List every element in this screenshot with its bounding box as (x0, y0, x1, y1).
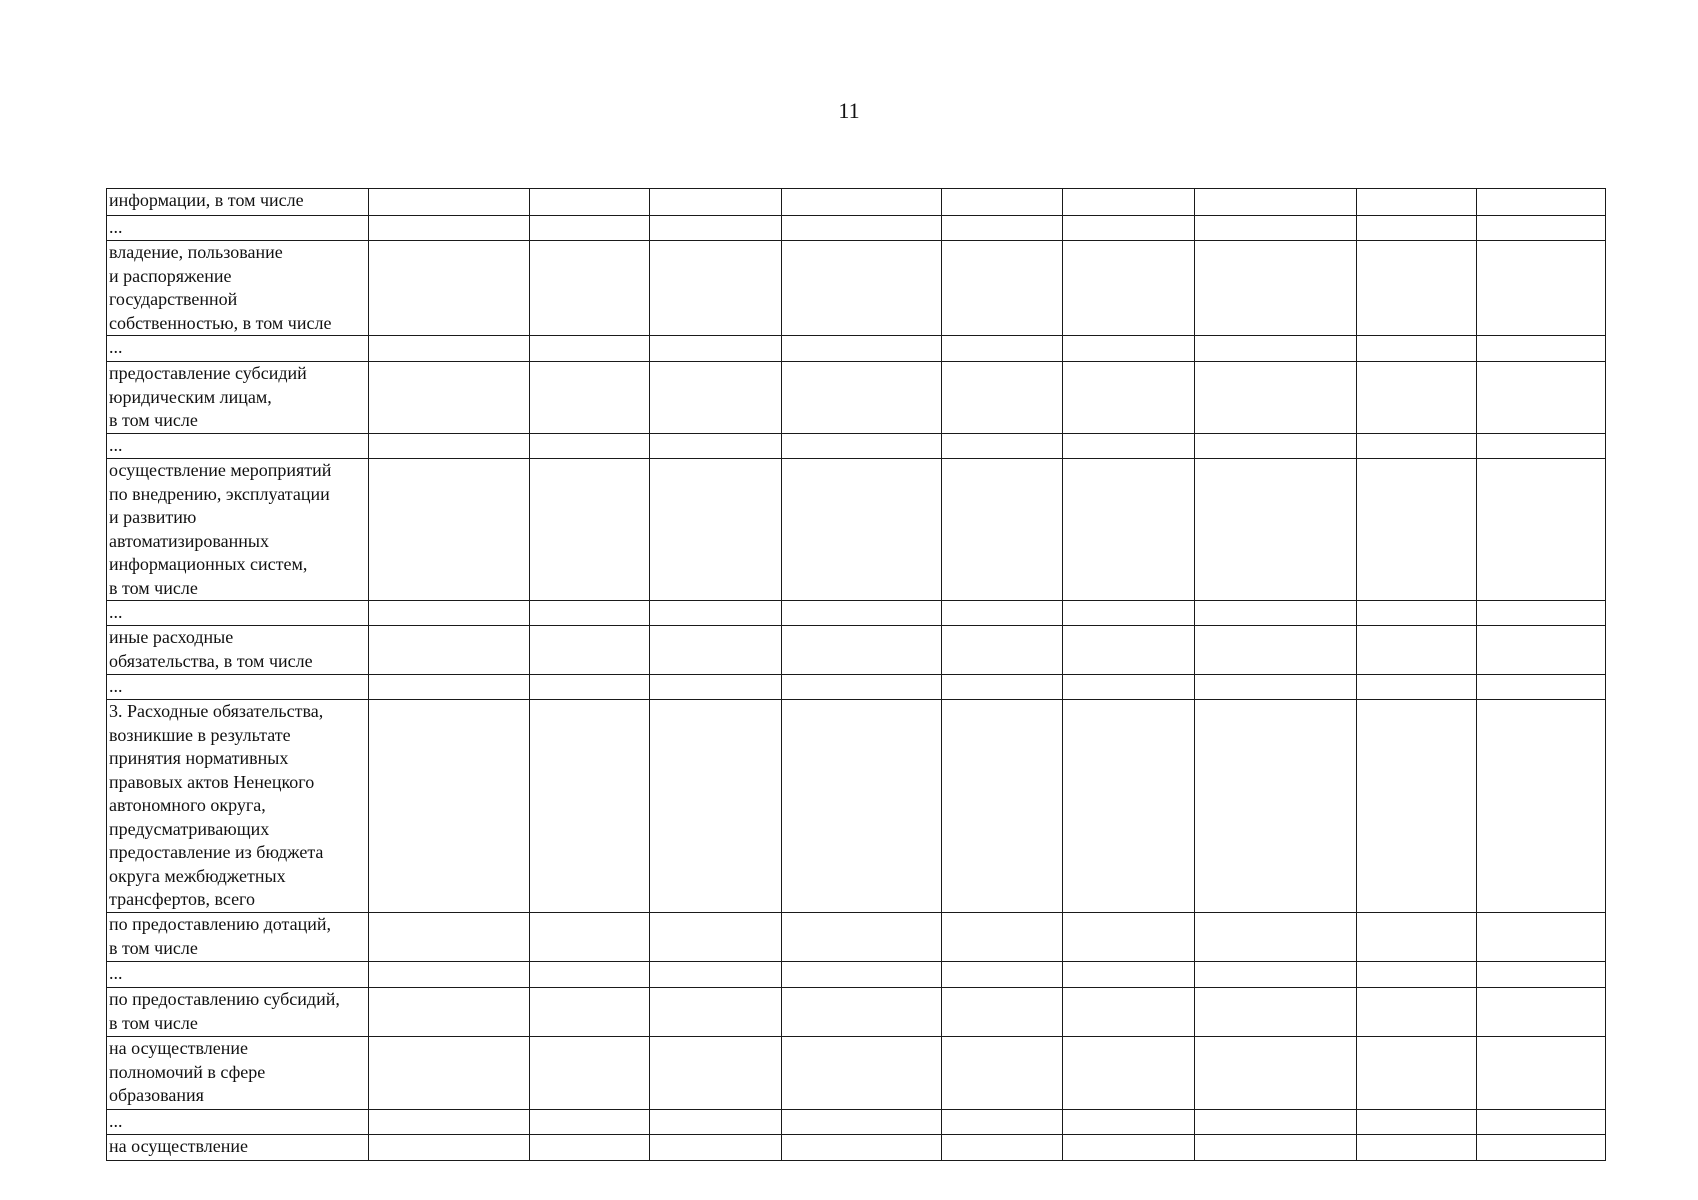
row-label-cell: ... (107, 216, 369, 241)
empty-cell (782, 988, 942, 1037)
empty-cell (530, 1110, 650, 1135)
empty-cell (1195, 459, 1357, 601)
empty-cell (1063, 988, 1195, 1037)
empty-cell (369, 189, 530, 216)
empty-cell (530, 1135, 650, 1161)
empty-cell (650, 241, 782, 336)
empty-cell (1357, 988, 1477, 1037)
empty-cell (1477, 626, 1606, 675)
empty-cell (369, 1037, 530, 1110)
page-number: 11 (838, 98, 860, 123)
table-row (107, 1110, 1606, 1135)
table-row (107, 1037, 1606, 1110)
empty-cell (1063, 700, 1195, 913)
empty-cell (1357, 1110, 1477, 1135)
empty-cell (1195, 675, 1357, 700)
empty-cell (1477, 362, 1606, 434)
empty-cell (530, 216, 650, 241)
empty-cell (942, 1037, 1063, 1110)
empty-cell (530, 962, 650, 988)
empty-cell (782, 913, 942, 962)
empty-cell (650, 1110, 782, 1135)
row-label-cell: ... (107, 601, 369, 626)
row-label-cell: иные расходные обязательства, в том числе (107, 626, 369, 675)
empty-cell (1357, 1135, 1477, 1161)
empty-cell (369, 362, 530, 434)
empty-cell (650, 913, 782, 962)
empty-cell (650, 700, 782, 913)
empty-cell (782, 216, 942, 241)
empty-cell (782, 962, 942, 988)
empty-cell (1063, 216, 1195, 241)
empty-cell (782, 675, 942, 700)
table-row (107, 1135, 1606, 1161)
empty-cell (1357, 913, 1477, 962)
empty-cell (369, 700, 530, 913)
empty-cell (1195, 362, 1357, 434)
table-row (107, 336, 1606, 362)
table-row (107, 601, 1606, 626)
empty-cell (1357, 459, 1477, 601)
empty-cell (650, 1135, 782, 1161)
empty-cell (369, 216, 530, 241)
empty-cell (369, 1110, 530, 1135)
row-label-cell: владение, пользование и распоряжение государственной собственностью, в том числе (107, 241, 369, 336)
empty-cell (782, 626, 942, 675)
empty-cell (782, 241, 942, 336)
empty-cell (530, 362, 650, 434)
empty-cell (1357, 216, 1477, 241)
row-label-cell: по предоставлению субсидий, в том числе (107, 988, 369, 1037)
empty-cell (530, 675, 650, 700)
empty-cell (369, 1135, 530, 1161)
empty-cell (530, 913, 650, 962)
empty-cell (1195, 241, 1357, 336)
empty-cell (1195, 626, 1357, 675)
empty-cell (650, 601, 782, 626)
empty-cell (369, 336, 530, 362)
empty-cell (1195, 1037, 1357, 1110)
empty-cell (782, 1037, 942, 1110)
table-row (107, 459, 1606, 601)
table-row (107, 988, 1606, 1037)
empty-cell (650, 988, 782, 1037)
empty-cell (530, 336, 650, 362)
empty-cell (650, 189, 782, 216)
empty-cell (1195, 434, 1357, 459)
empty-cell (782, 362, 942, 434)
empty-cell (369, 913, 530, 962)
empty-cell (1477, 241, 1606, 336)
row-label-cell: осуществление мероприятий по внедрению, эксплуатации и развитию автоматизированных информационных систем, в том числе (107, 459, 369, 601)
empty-cell (1195, 1135, 1357, 1161)
empty-cell (369, 459, 530, 601)
empty-cell (1195, 1110, 1357, 1135)
empty-cell (1357, 434, 1477, 459)
empty-cell (1477, 601, 1606, 626)
empty-cell (1063, 189, 1195, 216)
empty-cell (1063, 241, 1195, 336)
empty-cell (1195, 913, 1357, 962)
empty-cell (530, 988, 650, 1037)
table-row (107, 626, 1606, 675)
empty-cell (942, 459, 1063, 601)
empty-cell (530, 1037, 650, 1110)
empty-cell (1357, 362, 1477, 434)
empty-cell (650, 962, 782, 988)
empty-cell (1477, 962, 1606, 988)
empty-cell (650, 362, 782, 434)
empty-cell (1195, 189, 1357, 216)
empty-cell (1477, 913, 1606, 962)
empty-cell (530, 459, 650, 601)
empty-cell (1195, 336, 1357, 362)
empty-cell (1195, 216, 1357, 241)
empty-cell (942, 1110, 1063, 1135)
empty-cell (369, 434, 530, 459)
empty-cell (782, 189, 942, 216)
row-label-cell: ... (107, 336, 369, 362)
empty-cell (650, 626, 782, 675)
empty-cell (1477, 1037, 1606, 1110)
empty-cell (1357, 601, 1477, 626)
row-label-cell: на осуществление полномочий в сфере образования (107, 1037, 369, 1110)
row-label-cell: ... (107, 962, 369, 988)
empty-cell (369, 988, 530, 1037)
empty-cell (369, 601, 530, 626)
empty-cell (1063, 913, 1195, 962)
empty-cell (650, 434, 782, 459)
empty-cell (1477, 988, 1606, 1037)
empty-cell (650, 675, 782, 700)
empty-cell (1477, 700, 1606, 913)
row-label-cell: предоставление субсидий юридическим лицам, в том числе (107, 362, 369, 434)
empty-cell (1063, 962, 1195, 988)
empty-cell (650, 336, 782, 362)
empty-cell (530, 700, 650, 913)
empty-cell (942, 1135, 1063, 1161)
empty-cell (650, 1037, 782, 1110)
empty-cell (530, 189, 650, 216)
empty-cell (1063, 459, 1195, 601)
table-row (107, 434, 1606, 459)
table-row (107, 241, 1606, 336)
empty-cell (782, 336, 942, 362)
empty-cell (942, 700, 1063, 913)
empty-cell (530, 241, 650, 336)
row-label-cell: по предоставлению дотаций, в том числе (107, 913, 369, 962)
empty-cell (942, 189, 1063, 216)
empty-cell (1063, 601, 1195, 626)
empty-cell (1357, 700, 1477, 913)
empty-cell (942, 962, 1063, 988)
empty-cell (1477, 675, 1606, 700)
empty-cell (1063, 362, 1195, 434)
empty-cell (1063, 1037, 1195, 1110)
empty-cell (369, 962, 530, 988)
empty-cell (650, 216, 782, 241)
empty-cell (942, 216, 1063, 241)
empty-cell (1063, 434, 1195, 459)
table-row (107, 913, 1606, 962)
empty-cell (942, 913, 1063, 962)
empty-cell (1195, 700, 1357, 913)
empty-cell (369, 675, 530, 700)
empty-cell (942, 988, 1063, 1037)
empty-cell (1477, 434, 1606, 459)
empty-cell (1063, 626, 1195, 675)
empty-cell (1063, 336, 1195, 362)
empty-cell (1477, 216, 1606, 241)
row-label-cell: 3. Расходные обязательства, возникшие в результате принятия нормативных правовых актов Ненецкого автономного округа, предусматривающих предоставление из бюджета округа межбюджетных трансфертов, всего (107, 700, 369, 913)
table-row (107, 189, 1606, 216)
empty-cell (1063, 675, 1195, 700)
empty-cell (942, 434, 1063, 459)
table-row (107, 216, 1606, 241)
empty-cell (369, 241, 530, 336)
empty-cell (1195, 962, 1357, 988)
empty-cell (782, 601, 942, 626)
empty-cell (1477, 336, 1606, 362)
empty-cell (782, 1135, 942, 1161)
row-label-cell: на осуществление (107, 1135, 369, 1161)
empty-cell (1357, 241, 1477, 336)
empty-cell (942, 626, 1063, 675)
empty-cell (1477, 1110, 1606, 1135)
empty-cell (782, 700, 942, 913)
empty-cell (1063, 1135, 1195, 1161)
empty-cell (1195, 988, 1357, 1037)
empty-cell (1063, 1110, 1195, 1135)
empty-cell (1357, 626, 1477, 675)
empty-cell (782, 1110, 942, 1135)
empty-cell (942, 241, 1063, 336)
empty-cell (942, 336, 1063, 362)
empty-cell (942, 675, 1063, 700)
empty-cell (1357, 189, 1477, 216)
empty-cell (369, 626, 530, 675)
table-row (107, 700, 1606, 913)
row-label-cell: информации, в том числе (107, 189, 369, 216)
empty-cell (782, 434, 942, 459)
empty-cell (782, 459, 942, 601)
empty-cell (1477, 1135, 1606, 1161)
empty-cell (1477, 189, 1606, 216)
table-row (107, 362, 1606, 434)
empty-cell (1477, 459, 1606, 601)
row-label-cell: ... (107, 1110, 369, 1135)
empty-cell (530, 434, 650, 459)
row-label-cell: ... (107, 434, 369, 459)
empty-cell (942, 601, 1063, 626)
empty-cell (650, 459, 782, 601)
empty-cell (942, 362, 1063, 434)
empty-cell (1195, 601, 1357, 626)
table-row (107, 675, 1606, 700)
empty-cell (1357, 336, 1477, 362)
expenditure-table (106, 188, 1606, 1161)
empty-cell (1357, 675, 1477, 700)
row-label-cell: ... (107, 675, 369, 700)
empty-cell (530, 626, 650, 675)
empty-cell (530, 601, 650, 626)
empty-cell (1357, 1037, 1477, 1110)
empty-cell (1357, 962, 1477, 988)
table-row (107, 962, 1606, 988)
